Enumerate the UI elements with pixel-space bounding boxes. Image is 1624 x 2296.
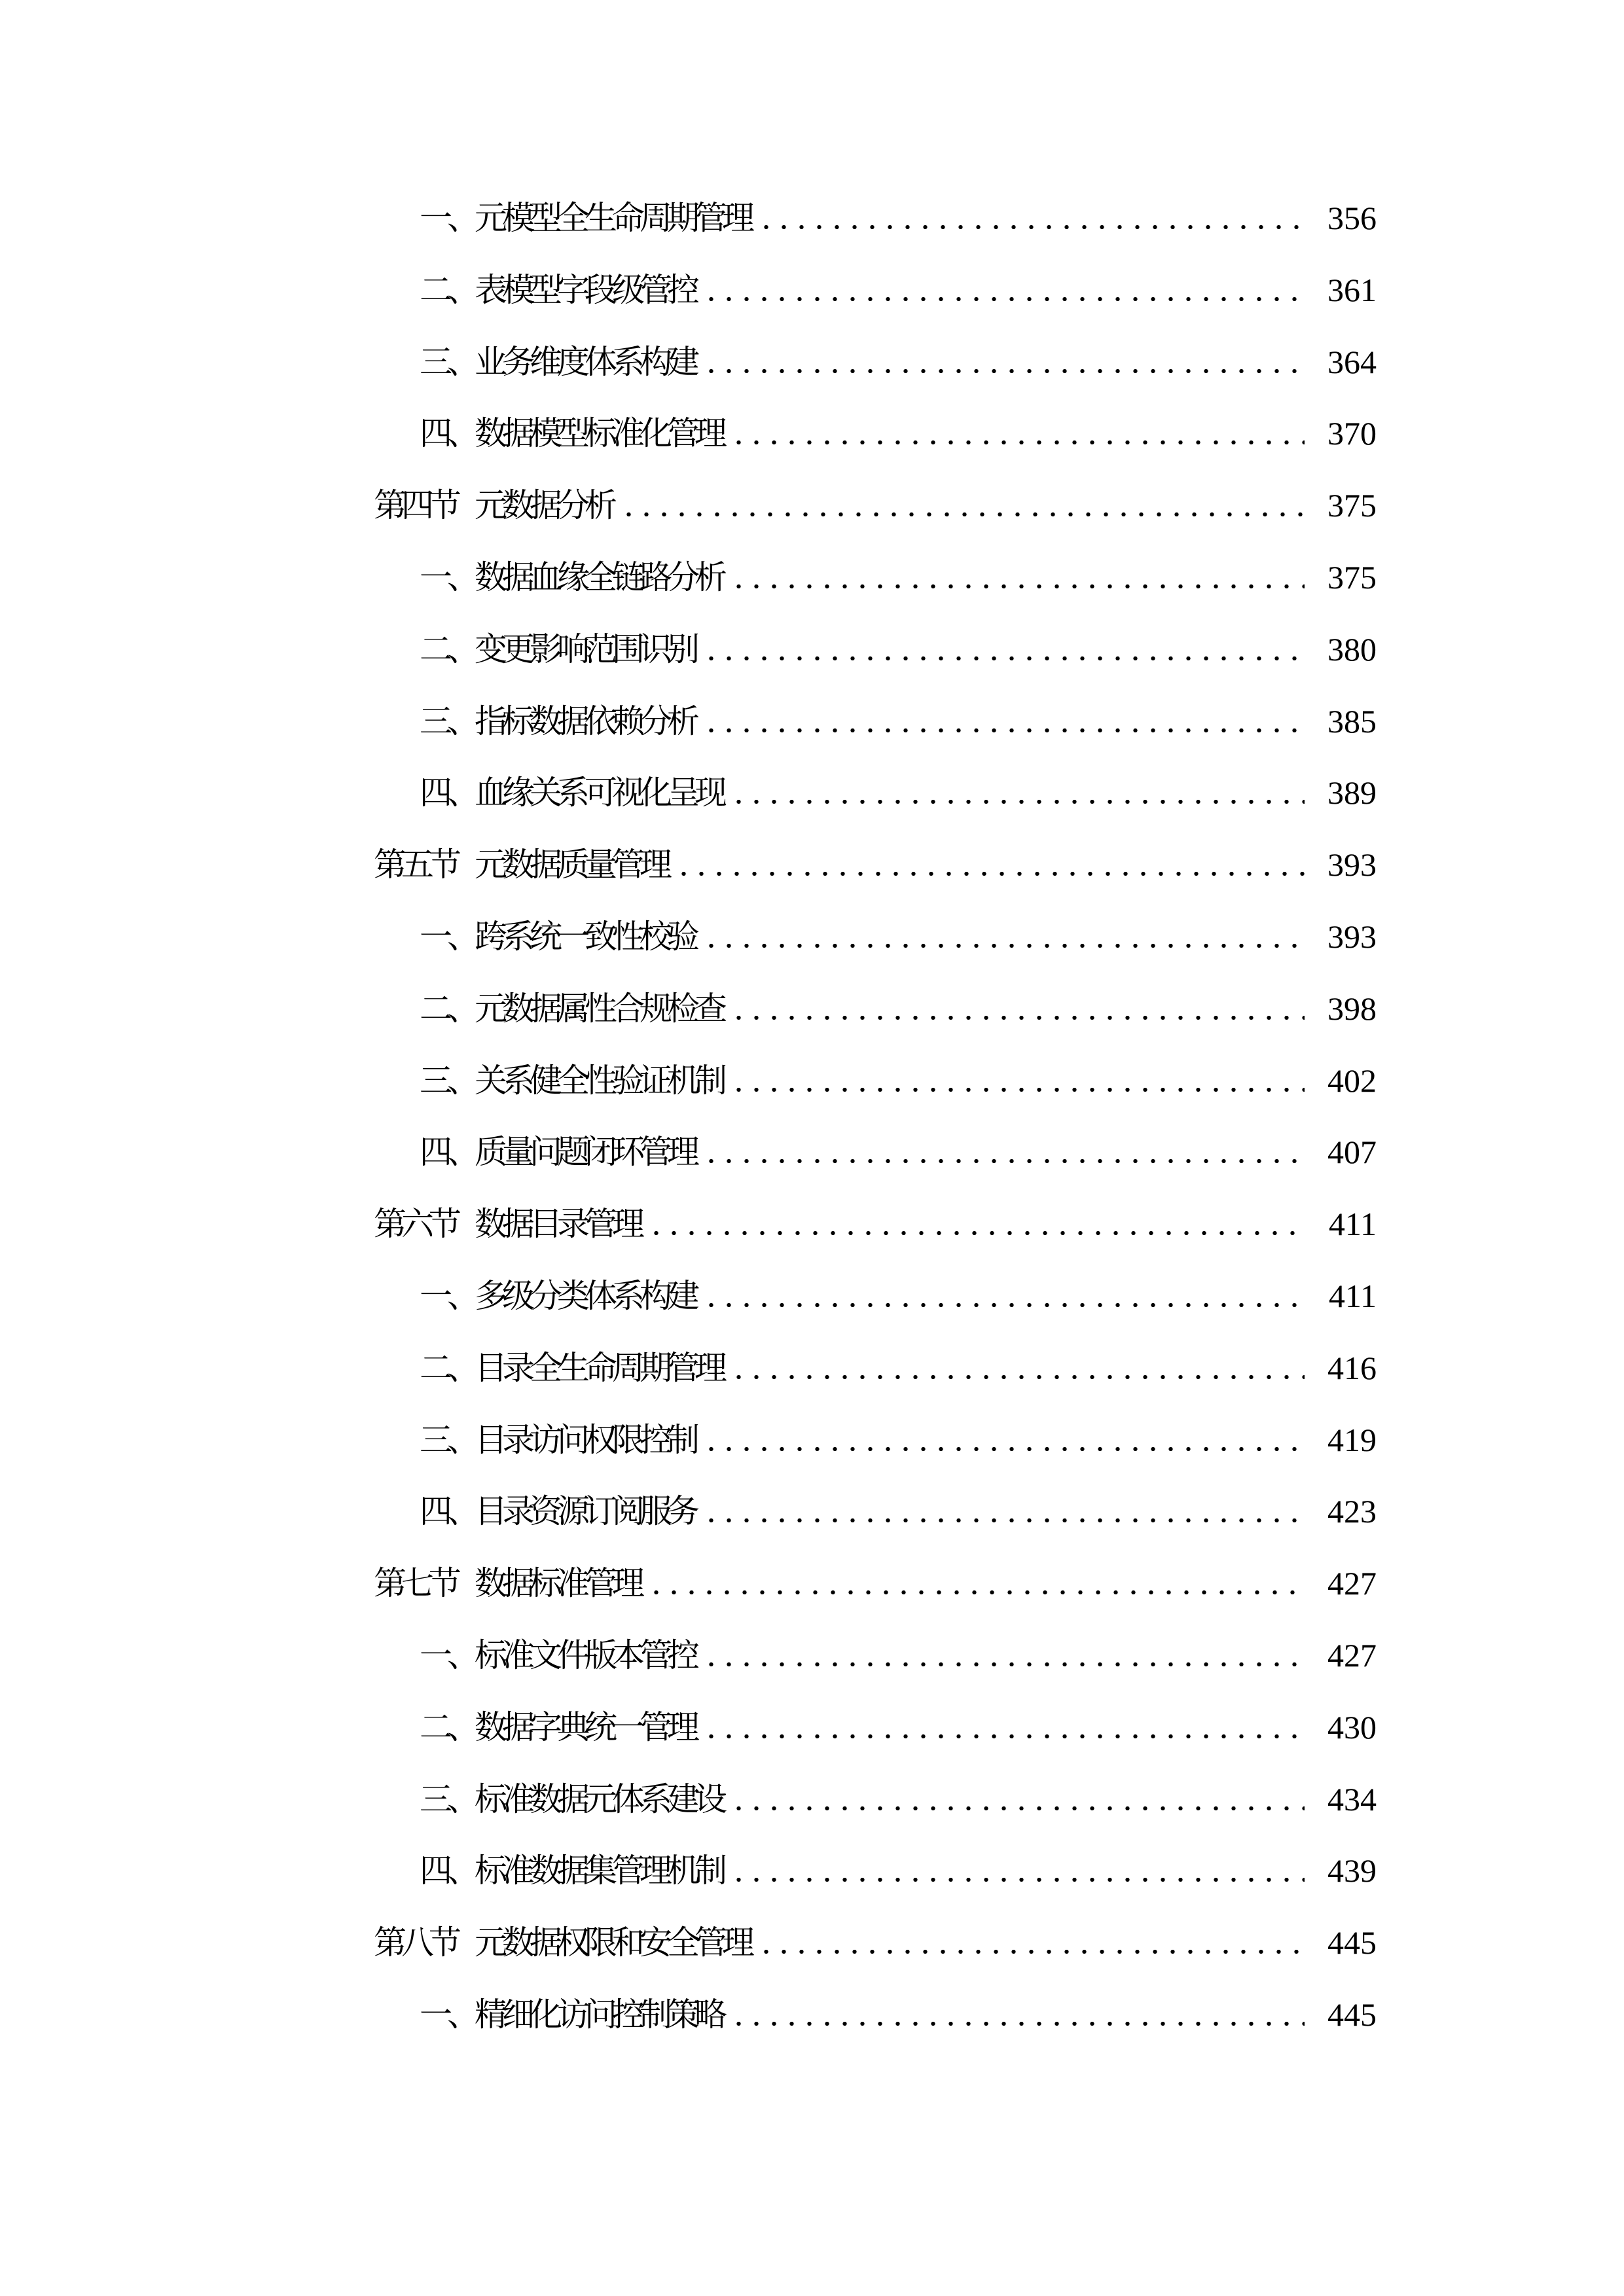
toc-entry-number: 二、: [420, 990, 475, 1027]
toc-entry-page: 419: [1327, 1421, 1377, 1458]
toc-entry-page: 398: [1327, 990, 1377, 1027]
toc-entry-number: 三、: [420, 343, 475, 380]
toc-entry-page: 445: [1327, 1924, 1377, 1962]
toc-entry-number: 一、: [420, 1996, 475, 2033]
toc-entry-page: 389: [1327, 774, 1377, 812]
dot-leader: [702, 901, 1305, 973]
toc-entry-number: 三、: [420, 702, 475, 740]
dot-leader: [730, 1045, 1305, 1117]
toc-entry-page: 402: [1327, 1062, 1377, 1099]
toc-sub-row: [245, 1692, 1377, 1764]
toc-entry-title: 元数据权限和安全管理: [475, 1924, 749, 1962]
toc-entry-number: 二、: [420, 1708, 475, 1746]
toc-entry-page: 375: [1327, 558, 1377, 596]
toc-entry-title: 数据标准管理: [475, 1565, 640, 1602]
toc-sub-row: [245, 1045, 1377, 1117]
toc-entry-title: 元数据质量管理: [475, 846, 667, 884]
toc-entry-title: 多级分类体系构建: [475, 1277, 695, 1314]
toc-entry-title: 元模型全生命周期管理: [475, 200, 749, 236]
toc-sub-row: [245, 1117, 1377, 1189]
toc-entry-number: 一、: [420, 1636, 475, 1674]
dot-leader: [702, 1620, 1305, 1692]
toc-entry-number: 三、: [420, 1421, 475, 1458]
toc-entry-title: 表模型字段级管控: [475, 271, 695, 308]
toc-list: [245, 183, 1377, 2051]
toc-entry-title: 精细化访问控制策略: [475, 1996, 722, 2033]
toc-entry-number: 四、: [420, 1852, 475, 1890]
toc-entry-page: 445: [1327, 1996, 1377, 2033]
dot-leader: [702, 1692, 1305, 1764]
dot-leader: [757, 1907, 1305, 1979]
toc-entry-title: 标准文件版本管控: [475, 1636, 695, 1674]
toc-entry-title: 质量问题闭环管理: [475, 1134, 695, 1171]
dot-leader: [647, 1189, 1305, 1261]
toc-sub-row: [245, 183, 1377, 255]
toc-entry-page: 439: [1327, 1852, 1377, 1890]
toc-entry-number: 四、: [420, 1134, 475, 1171]
toc-entry-title: 变更影响范围识别: [475, 630, 695, 668]
toc-entry-number: 二、: [420, 1349, 475, 1386]
dot-leader: [702, 255, 1305, 327]
toc-entry-title: 数据目录管理: [475, 1206, 640, 1243]
toc-section-label: 第五节: [374, 846, 456, 884]
toc-entry-title: 目录资源订阅服务: [475, 1493, 695, 1530]
toc-entry-title: 指标数据依赖分析: [475, 702, 695, 740]
dot-leader: [702, 686, 1305, 758]
toc-entry-title: 数据模型标准化管理: [475, 415, 722, 452]
toc-sub-row: [245, 614, 1377, 686]
toc-entry-title: 数据血缘全链路分析: [475, 558, 722, 596]
toc-entry-page: 393: [1327, 918, 1377, 955]
toc-entry-page: 361: [1327, 271, 1377, 308]
toc-sub-row: [245, 255, 1377, 327]
toc-entry-title: 目录访问权限控制: [475, 1421, 695, 1458]
dot-leader: [730, 1764, 1305, 1836]
toc-entry-number: 一、: [420, 918, 475, 955]
dot-leader: [620, 470, 1305, 542]
toc-entry-page: 416: [1327, 1349, 1377, 1386]
toc-sub-row: [245, 1261, 1377, 1333]
toc-sub-row: [245, 542, 1377, 614]
dot-leader: [702, 1261, 1305, 1333]
toc-sub-row: [245, 327, 1377, 399]
toc-entry-number: 一、: [420, 558, 475, 596]
toc-entry-number: 二、: [420, 271, 475, 308]
dot-leader: [702, 1476, 1305, 1548]
dot-leader: [757, 183, 1305, 255]
toc-entry-page: 427: [1327, 1636, 1377, 1674]
toc-entry-title: 标准数据元体系建设: [475, 1780, 722, 1818]
toc-entry-title: 跨系统一致性校验: [475, 918, 695, 955]
toc-entry-page: 364: [1327, 343, 1377, 380]
dot-leader: [702, 1117, 1305, 1189]
toc-entry-page: 411: [1328, 1277, 1377, 1314]
toc-sub-row: [245, 1764, 1377, 1836]
dot-leader: [702, 327, 1305, 399]
toc-entry-number: 一、: [420, 200, 475, 236]
toc-sub-row: [245, 686, 1377, 758]
toc-entry-number: 三、: [420, 1062, 475, 1099]
toc-section-row: [245, 1907, 1377, 1979]
toc-entry-number: 四、: [420, 774, 475, 812]
toc-sub-row: [245, 1405, 1377, 1477]
toc-sub-row: [245, 973, 1377, 1045]
dot-leader: [730, 1835, 1305, 1907]
dot-leader: [675, 829, 1305, 901]
toc-entry-page: 411: [1328, 1206, 1377, 1243]
dot-leader: [730, 1333, 1305, 1405]
toc-sub-row: [245, 901, 1377, 973]
toc-section-row: [245, 1548, 1377, 1620]
dot-leader: [730, 542, 1305, 614]
dot-leader: [730, 973, 1305, 1045]
toc-entry-page: 380: [1327, 630, 1377, 668]
toc-section-label: 第四节: [374, 487, 456, 524]
toc-entry-page: 356: [1327, 200, 1377, 236]
toc-section-label: 第七节: [374, 1565, 456, 1602]
toc-entry-number: 四、: [420, 1493, 475, 1530]
dot-leader: [730, 757, 1305, 829]
toc-sub-row: [245, 1620, 1377, 1692]
toc-section-label: 第六节: [374, 1206, 456, 1243]
toc-entry-title: 业务维度体系构建: [475, 343, 695, 380]
toc-entry-page: 370: [1327, 415, 1377, 452]
toc-section-row: [245, 470, 1377, 542]
toc-entry-title: 标准数据集管理机制: [475, 1852, 722, 1890]
toc-entry-page: 427: [1327, 1565, 1377, 1602]
toc-entry-page: 385: [1327, 702, 1377, 740]
toc-entry-page: 423: [1327, 1493, 1377, 1530]
dot-leader: [702, 614, 1305, 686]
toc-entry-title: 元数据分析: [475, 487, 612, 524]
toc-sub-row: [245, 757, 1377, 829]
toc-sub-row: [245, 1979, 1377, 2051]
dot-leader: [647, 1548, 1305, 1620]
toc-entry-number: 一、: [420, 1277, 475, 1314]
toc-entry-title: 数据字典统一管理: [475, 1708, 695, 1746]
toc-section-label: 第八节: [374, 1924, 456, 1962]
toc-entry-number: 三、: [420, 1780, 475, 1818]
toc-entry-page: 393: [1327, 846, 1377, 884]
toc-entry-title: 血缘关系可视化呈现: [475, 774, 722, 812]
toc-section-row: [245, 1189, 1377, 1261]
toc-entry-title: 关系健全性验证机制: [475, 1062, 722, 1099]
toc-entry-page: 434: [1327, 1780, 1377, 1818]
toc-section-row: [245, 829, 1377, 901]
dot-leader: [730, 1979, 1305, 2051]
toc-sub-row: [245, 1333, 1377, 1405]
toc-sub-row: [245, 1476, 1377, 1548]
toc-entry-number: 四、: [420, 415, 475, 452]
toc-sub-row: [245, 1835, 1377, 1907]
dot-leader: [702, 1405, 1305, 1477]
dot-leader: [730, 398, 1305, 470]
toc-entry-title: 目录全生命周期管理: [475, 1349, 722, 1386]
toc-entry-number: 二、: [420, 630, 475, 668]
toc-entry-page: 375: [1327, 487, 1377, 524]
toc-sub-row: [245, 398, 1377, 470]
toc-entry-title: 元数据属性合规检查: [475, 990, 722, 1027]
toc-entry-page: 430: [1327, 1708, 1377, 1746]
toc-entry-page: 407: [1327, 1134, 1377, 1171]
